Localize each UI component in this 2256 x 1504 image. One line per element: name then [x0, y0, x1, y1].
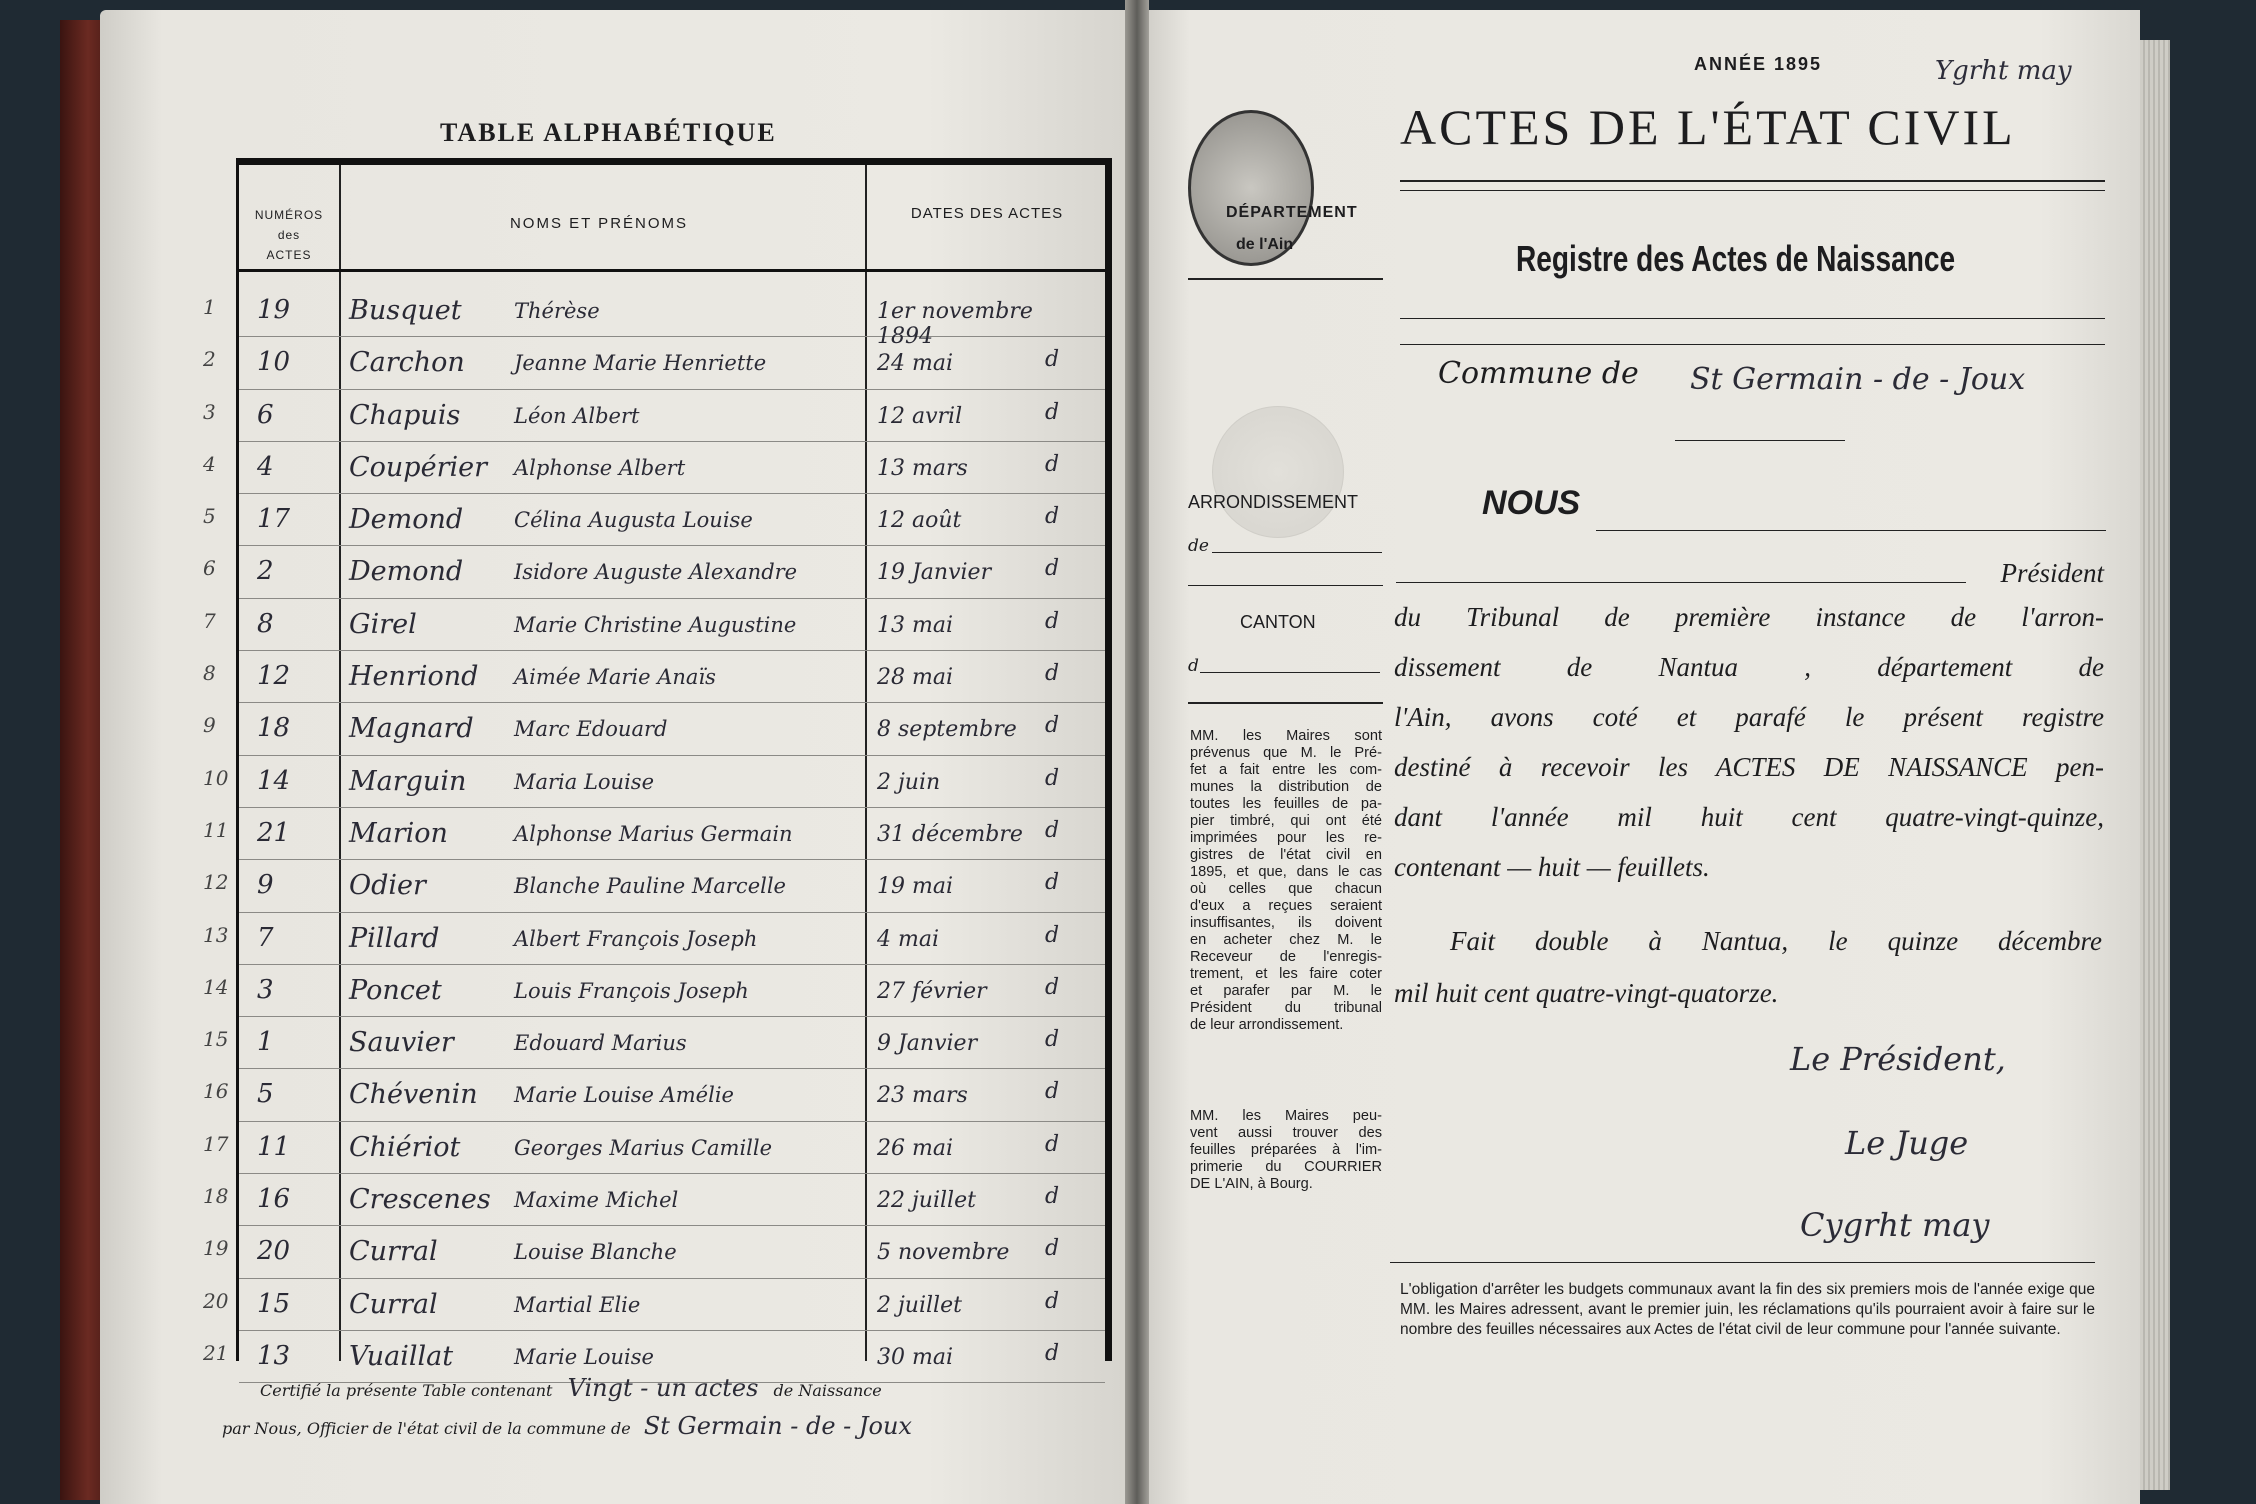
- ditto-mark: d: [1045, 661, 1060, 687]
- ditto-mark: d: [1045, 1288, 1060, 1314]
- row-margin-number: 18: [203, 1184, 229, 1209]
- table-row: [203, 1174, 1105, 1226]
- given-names: Edouard Marius: [514, 1031, 687, 1056]
- row-margin-number: 10: [203, 765, 229, 790]
- header-names: NOMS ET PRÉNOMS: [509, 215, 689, 232]
- commune-value: St Germain - de - Joux: [1690, 362, 2026, 397]
- ditto-mark: d: [1045, 1131, 1060, 1157]
- side-note-line: DE L'AIN, à Bourg.: [1190, 1176, 1313, 1192]
- row-margin-number: 20: [203, 1288, 229, 1313]
- signature-juge: Le Juge: [1845, 1124, 1969, 1162]
- side-note-line: imprimées pour les re-: [1190, 830, 1382, 846]
- ditto-mark: d: [1045, 1079, 1060, 1105]
- act-date: 23 mars: [877, 1083, 968, 1109]
- act-date: 12 août: [877, 508, 962, 534]
- header-numeros-line3: ACTES: [266, 248, 312, 262]
- side-note-line: vent aussi trouver des: [1190, 1125, 1382, 1141]
- act-date: 19 Janvier: [877, 560, 992, 586]
- given-names: Marie Christine Augustine: [514, 612, 797, 637]
- act-date: 2 juillet: [877, 1292, 962, 1318]
- given-names: Albert François Joseph: [514, 926, 758, 951]
- ditto-mark: d: [1045, 1184, 1060, 1210]
- given-names: Aimée Marie Anaïs: [514, 665, 716, 690]
- bottom-rule: [1390, 1262, 2095, 1263]
- act-date: 30 mai: [877, 1344, 954, 1370]
- given-names: Maxime Michel: [514, 1188, 679, 1213]
- ditto-mark: d: [1045, 1027, 1060, 1053]
- year-label: ANNÉE 1895: [1694, 54, 1823, 74]
- table-row: [203, 651, 1105, 703]
- body-line-6: dant l'année mil huit cent quatre-vingt-quinze,: [1394, 802, 2104, 832]
- table-row: [203, 1069, 1105, 1121]
- nous-rule: [1596, 530, 2106, 531]
- given-names: Isidore Auguste Alexandre: [514, 560, 798, 585]
- row-margin-number: 13: [203, 922, 229, 947]
- commune-rule: [1675, 440, 1845, 441]
- header-divider: [239, 269, 1105, 272]
- act-number: 19: [257, 295, 291, 325]
- table-row: [203, 703, 1105, 755]
- side-note-line: prévenus que M. le Pré-: [1190, 745, 1382, 761]
- stamp-departement: DÉPARTEMENT: [1226, 204, 1358, 221]
- act-date: 31 décembre: [877, 821, 1023, 847]
- header-numeros-line2: des: [277, 228, 301, 242]
- commune-label: Commune de: [1438, 356, 1639, 391]
- signature-3: Cygrht may: [1800, 1206, 1990, 1244]
- act-number: 12: [257, 661, 291, 692]
- act-number: 21: [257, 817, 291, 848]
- canton-sep: [1188, 702, 1383, 704]
- act-number: 13: [257, 1340, 291, 1371]
- side-note-line: 1895, et que, dans le cas: [1190, 864, 1382, 880]
- subtitle-rule: [1400, 318, 2105, 319]
- surname: Crescenes: [349, 1184, 491, 1216]
- title-rule-thin: [1400, 190, 2105, 191]
- act-number: 9: [257, 870, 274, 901]
- alphabetical-table: [203, 158, 1112, 1372]
- certification-text-2: par Nous, Officier de l'état civil de la commune de: [222, 1419, 631, 1438]
- given-names: Marie Louise Amélie: [514, 1083, 734, 1108]
- side-note-line: munes la distribution de: [1190, 779, 1382, 795]
- table-row: [203, 1017, 1105, 1069]
- act-number: 1: [257, 1027, 274, 1058]
- header-numeros-line1: NUMÉROS: [254, 208, 324, 222]
- side-note-line: MM. les Maires peu-: [1190, 1108, 1382, 1124]
- act-date: 9 Janvier: [877, 1031, 978, 1057]
- surname: Chiériot: [349, 1131, 461, 1163]
- act-number: 16: [257, 1184, 291, 1215]
- body-line-3: dissement de Nantua , département de: [1394, 652, 2104, 682]
- row-margin-number: 6: [203, 556, 216, 581]
- act-date: 24 mai: [877, 351, 954, 377]
- ditto-mark: d: [1045, 713, 1060, 739]
- surname: Marion: [349, 817, 448, 849]
- surname: Pillard: [349, 922, 440, 954]
- surname: Magnard: [349, 713, 474, 745]
- given-names: Marie Louise: [514, 1344, 654, 1369]
- table-row: [203, 1122, 1105, 1174]
- fait-line-2: mil huit cent quatre-vingt-quatorze.: [1394, 978, 1779, 1008]
- surname: Carchon: [349, 347, 465, 379]
- row-margin-number: 7: [203, 608, 216, 633]
- surname: Sauvier: [349, 1027, 454, 1059]
- row-margin-number: 21: [203, 1340, 229, 1365]
- body-line-4: l'Ain, avons coté et parafé le présent registre: [1394, 702, 2104, 732]
- bottom-note: L'obligation d'arrêter les budgets communaux avant la fin des six premiers mois de l'année exige que MM. les Maires adressent, avant le premier juin, les réclamations qu'ils pourraient avoir à faire sur le nombre des feuilles nécessaires aux Actes de l'état civil de leur commune pour l'année suivante.: [1400, 1281, 2095, 1338]
- given-names: Martial Elie: [514, 1292, 641, 1317]
- book-gutter: [1125, 0, 1149, 1504]
- certification-suffix: de Naissance: [773, 1381, 882, 1400]
- act-number: 20: [257, 1236, 291, 1267]
- table-title: TABLE ALPHABÉTIQUE: [440, 118, 777, 147]
- row-margin-number: 12: [203, 870, 229, 895]
- arrondissement-sep: [1188, 585, 1383, 586]
- act-date: 22 juillet: [877, 1188, 976, 1214]
- row-margin-number: 5: [203, 504, 216, 529]
- row-margin-number: 19: [203, 1236, 229, 1261]
- arrondissement-label: ARRONDISSEMENT: [1188, 492, 1359, 512]
- side-note-line: gistres de l'état civil en: [1190, 847, 1382, 863]
- certification-text: Certifié la présente Table contenant: [260, 1381, 553, 1400]
- act-date: 2 juin: [877, 769, 941, 795]
- given-names: Alphonse Marius Germain: [514, 821, 793, 846]
- act-number: 17: [257, 504, 291, 535]
- ditto-mark: d: [1045, 399, 1060, 425]
- side-note-line: MM. les Maires sont: [1190, 728, 1382, 744]
- act-date: 12 avril: [877, 403, 963, 429]
- certification-line-2: [222, 1412, 912, 1440]
- table-row: [203, 337, 1105, 389]
- act-date: 5 novembre: [877, 1240, 1010, 1266]
- table-row: [203, 285, 1105, 349]
- side-note-line: toutes les feuilles de pa-: [1190, 796, 1382, 812]
- table-row: [203, 860, 1105, 912]
- table-row: [203, 390, 1105, 442]
- given-names: Marc Edouard: [514, 717, 668, 742]
- page-edges: [2140, 40, 2170, 1490]
- side-note-line: en acheter chez M. le: [1190, 932, 1382, 948]
- ditto-mark: d: [1045, 922, 1060, 948]
- certification-line-1: [260, 1374, 882, 1402]
- given-names: Thérèse: [514, 299, 600, 323]
- row-margin-number: 14: [203, 974, 229, 999]
- side-note-line: trement, et les faire coter: [1190, 966, 1382, 982]
- side-note-line: de leur arrondissement.: [1190, 1017, 1344, 1033]
- surname: Curral: [349, 1288, 438, 1320]
- act-number: 18: [257, 713, 291, 744]
- table-row: [203, 1279, 1105, 1331]
- table-rows: [203, 285, 1105, 1383]
- canton-rule: [1200, 672, 1380, 673]
- ditto-mark: d: [1045, 556, 1060, 582]
- side-note-line: Receveur de l'enregis-: [1190, 949, 1382, 965]
- act-number: 11: [257, 1131, 291, 1162]
- side-note-line: où celles que chacun: [1190, 881, 1382, 897]
- act-date: 19 mai: [877, 874, 954, 900]
- act-date: 13 mai: [877, 612, 954, 638]
- act-number: 15: [257, 1288, 291, 1319]
- row-margin-number: 11: [203, 817, 229, 842]
- main-title: ACTES DE L'ÉTAT CIVIL: [1400, 99, 2016, 155]
- ditto-mark: d: [1045, 974, 1060, 1000]
- act-number: 6: [257, 399, 274, 430]
- stamp-rule: [1188, 278, 1383, 280]
- subtitle-rule-2: [1400, 344, 2105, 345]
- side-note-line: d'eux a reçues seraient: [1190, 898, 1382, 914]
- given-names: Louis François Joseph: [514, 978, 749, 1003]
- surname: Girel: [349, 608, 417, 640]
- given-names: Jeanne Marie Henriette: [514, 351, 767, 376]
- surname: Poncet: [349, 974, 442, 1006]
- surname: Vuaillat: [349, 1340, 454, 1372]
- row-margin-number: 1: [203, 295, 216, 319]
- nous-label: NOUS: [1482, 484, 1581, 522]
- act-date: 1er novembre 1894: [877, 299, 1033, 349]
- ditto-mark: d: [1045, 870, 1060, 896]
- ditto-mark: d: [1045, 1236, 1060, 1262]
- surname: Marguin: [349, 765, 467, 797]
- table-row: [203, 1226, 1105, 1278]
- row-margin-number: 16: [203, 1079, 229, 1104]
- act-date: 28 mai: [877, 665, 954, 691]
- surname: Demond: [349, 556, 464, 588]
- title-rule: [1400, 180, 2105, 182]
- ditto-mark: d: [1045, 608, 1060, 634]
- surname: Henriond: [349, 661, 479, 693]
- table-row: [203, 546, 1105, 598]
- surname: Coupérier: [349, 451, 487, 483]
- surname: Chapuis: [349, 399, 461, 431]
- ditto-mark: d: [1045, 765, 1060, 791]
- given-names: Alphonse Albert: [514, 455, 686, 480]
- act-date: 4 mai: [877, 926, 940, 952]
- top-signature: Ygrht may: [1935, 56, 2072, 86]
- ditto-mark: d: [1045, 451, 1060, 477]
- arrondissement-de: de: [1188, 536, 1209, 556]
- side-note-line: primerie du COURRIER: [1190, 1159, 1382, 1175]
- side-note-line: feuilles préparées à l'im-: [1190, 1142, 1382, 1158]
- given-names: Georges Marius Camille: [514, 1135, 773, 1160]
- surname: Curral: [349, 1236, 438, 1268]
- handwritten-count: Vingt - un actes: [567, 1374, 759, 1402]
- side-note-line: et parafer par M. le: [1190, 983, 1382, 999]
- table-row: [203, 494, 1105, 546]
- ditto-mark: d: [1045, 817, 1060, 843]
- table-row: [203, 599, 1105, 651]
- act-date: 26 mai: [877, 1135, 954, 1161]
- arrondissement-rule: [1212, 552, 1382, 553]
- header-numeros: [239, 205, 339, 265]
- row-margin-number: 17: [203, 1131, 229, 1156]
- act-date: 27 février: [877, 978, 987, 1004]
- body-line-1: Président: [2000, 558, 2104, 588]
- given-names: Blanche Pauline Marcelle: [514, 874, 786, 899]
- act-number: 10: [257, 347, 291, 378]
- side-note-line: insuffisantes, ils doivent: [1190, 915, 1382, 931]
- row-margin-number: 4: [203, 451, 216, 476]
- row-margin-number: 8: [203, 661, 216, 686]
- surname: Demond: [349, 504, 464, 536]
- stamp-ain: de l'Ain: [1236, 236, 1294, 253]
- given-names: Maria Louise: [514, 769, 655, 794]
- surname: Busquet: [349, 295, 462, 326]
- act-date: 8 septembre: [877, 717, 1017, 743]
- act-number: 14: [257, 765, 291, 796]
- body-line-2: du Tribunal de première instance de l'arron-: [1394, 602, 2104, 632]
- act-number: 7: [257, 922, 274, 953]
- row-margin-number: 2: [203, 347, 216, 372]
- row-margin-number: 3: [203, 399, 216, 424]
- side-note-line: fet a fait entre les com-: [1190, 762, 1382, 778]
- ditto-mark: d: [1045, 347, 1060, 373]
- given-names: Léon Albert: [514, 403, 640, 428]
- faint-seal: [1212, 406, 1344, 538]
- table-row: [203, 965, 1105, 1017]
- act-number: 5: [257, 1079, 274, 1110]
- fait-line-1: Fait double à Nantua, le quinze décembre: [1450, 926, 2102, 956]
- header-dates: DATES DES ACTES: [910, 205, 1064, 222]
- act-number: 3: [257, 974, 274, 1005]
- body-line-5: destiné à recevoir les ACTES DE NAISSANCE pen-: [1394, 752, 2104, 782]
- side-note-line: pier timbré, qui ont été: [1190, 813, 1382, 829]
- table-row: [203, 808, 1105, 860]
- given-names: Louise Blanche: [514, 1240, 677, 1265]
- act-number: 4: [257, 451, 274, 482]
- ditto-mark: d: [1045, 1340, 1060, 1366]
- canton-label: CANTON: [1240, 612, 1316, 632]
- handwritten-commune: St Germain - de - Joux: [643, 1412, 912, 1440]
- surname: Odier: [349, 870, 426, 902]
- register-subtitle: Registre des Actes de Naissance: [1516, 238, 1956, 279]
- act-number: 2: [257, 556, 274, 587]
- given-names: Célina Augusta Louise: [514, 508, 753, 533]
- canton-d: d: [1188, 656, 1199, 676]
- table-row: [203, 913, 1105, 965]
- ditto-mark: d: [1045, 504, 1060, 530]
- table-row: [203, 756, 1105, 808]
- table-row: [203, 442, 1105, 494]
- row-margin-number: 15: [203, 1027, 229, 1052]
- act-number: 8: [257, 608, 274, 639]
- side-note-line: Président du tribunal: [1190, 1000, 1382, 1016]
- surname: Chévenin: [349, 1079, 478, 1111]
- body-line-7: contenant — huit — feuillets.: [1394, 852, 1710, 882]
- row-margin-number: 9: [203, 713, 216, 738]
- act-date: 13 mars: [877, 455, 968, 481]
- signature-president: Le Président,: [1790, 1040, 2006, 1078]
